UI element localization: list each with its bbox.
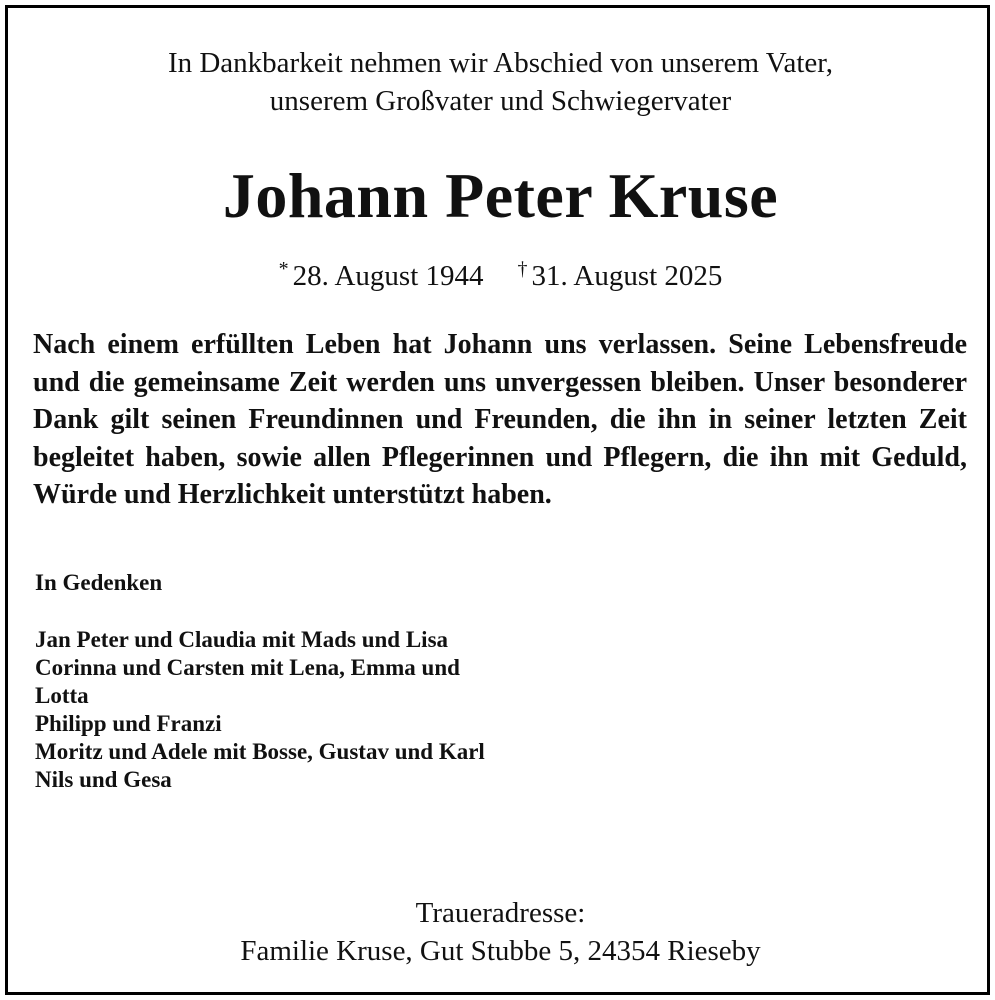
death-date: 31. August 2025 [531, 260, 723, 292]
intro-line-2: unserem Großvater und Schwiegervater [269, 85, 732, 117]
intro-line-1: In Dankbarkeit nehmen wir Abschied von unserem Vater, [167, 47, 834, 79]
gedenken-heading: In Gedenken [35, 570, 163, 595]
notice-frame [5, 5, 990, 995]
address-value: Familie Kruse, Gut Stubbe 5, 24354 Rieseby [240, 935, 761, 967]
address-label: Traueradresse: [415, 897, 586, 929]
life-dates [8, 250, 993, 295]
family-member: Moritz und Adele mit Bosse, Gustav und Karl [35, 739, 485, 764]
death-symbol: † [517, 258, 528, 280]
family-list [35, 626, 510, 794]
message-paragraph: Nach einem erfüllten Leben hat Johann uns verlassen. Seine Lebensfreude und die gemeinsame Zeit werden uns unvergessen bleiben. Unser besonderer Dank gilt seinen Freundinnen und Freunden, die ihn in seiner letzten Zeit begleitet haben, sowie allen Pflegerinnen und Pflegern, die ihn mit Geduld, Würde und Herzlichkeit unterstützt haben. [33, 329, 967, 510]
birth-date: 28. August 1944 [292, 260, 484, 292]
family-member: Philipp und Franzi [35, 711, 222, 736]
deceased-name: Johann Peter Kruse [222, 160, 779, 231]
birth-symbol: * [278, 258, 289, 280]
family-member: Jan Peter und Claudia mit Mads und Lisa [35, 627, 449, 652]
family-member: Nils und Gesa [35, 767, 172, 792]
family-member: Corinna und Carsten mit Lena, Emma und Lotta [35, 655, 460, 708]
